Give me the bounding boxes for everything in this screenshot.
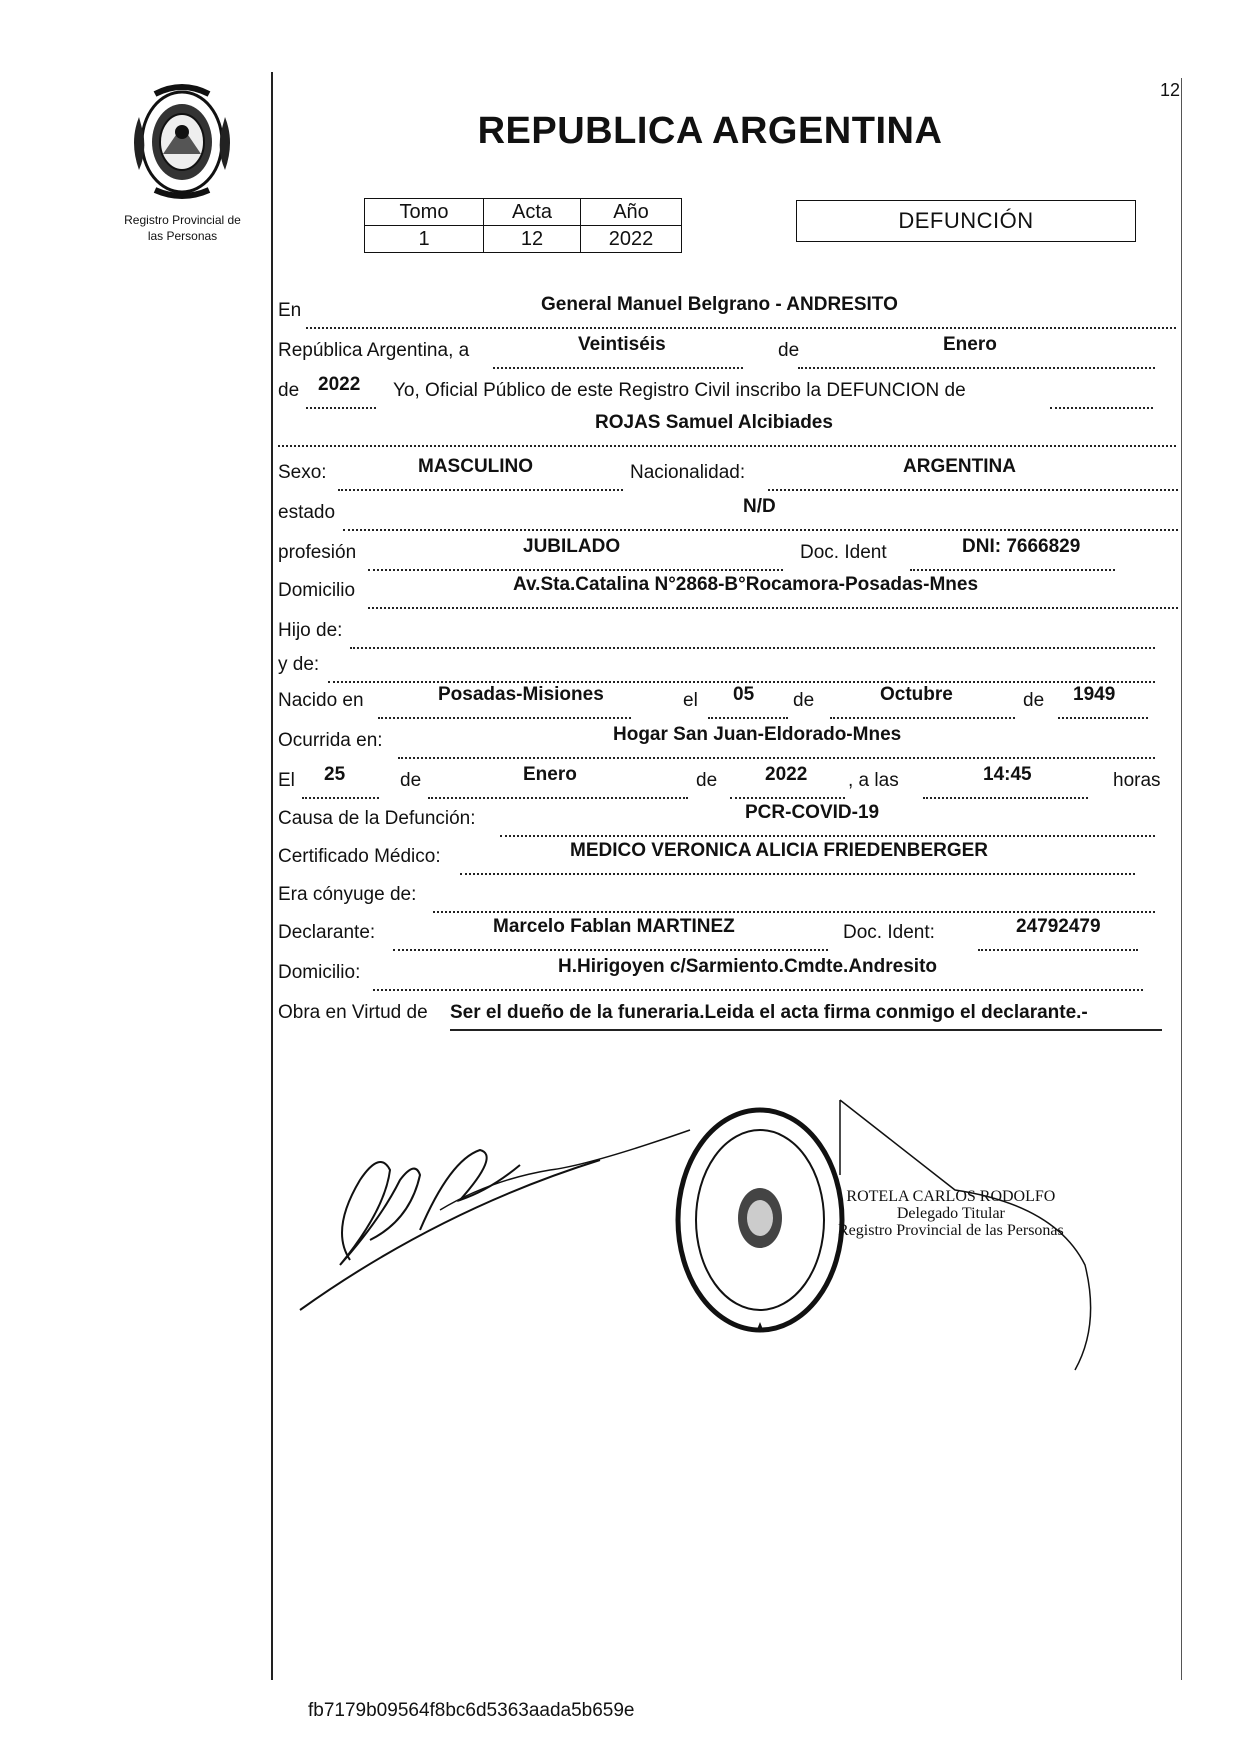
- decl-domicilio-label: Domicilio:: [278, 962, 361, 983]
- nacido-value: Posadas-Misiones: [438, 684, 604, 705]
- month-value: Enero: [943, 334, 997, 355]
- row-conyuge: [278, 884, 1178, 914]
- birth-year-value: 1949: [1073, 684, 1116, 705]
- record-type-box: DEFUNCIÓN: [796, 200, 1136, 242]
- row-nombre: [278, 412, 1178, 448]
- obra-field: [450, 1002, 1162, 1031]
- nacionalidad-label: Nacionalidad:: [630, 462, 746, 483]
- doc-label: Doc. Ident: [800, 542, 887, 563]
- right-margin-line: [1181, 78, 1182, 1680]
- row-estado: [278, 496, 1178, 532]
- row-obra: [278, 1002, 1178, 1032]
- row-fecha: [278, 334, 1178, 370]
- yde-label: y de:: [278, 654, 320, 675]
- nacionalidad-value: ARGENTINA: [903, 456, 1016, 477]
- de-label: de: [778, 340, 800, 361]
- birth-day-value: 05: [733, 684, 755, 705]
- decl-doc-field: [978, 916, 1138, 951]
- declarante-value: Marcelo Fablan MARTINEZ: [493, 916, 735, 937]
- nacionalidad-field: [768, 456, 1178, 491]
- nacido-field: [378, 684, 631, 719]
- acta-header: Acta: [484, 199, 581, 226]
- row-declarante: [278, 916, 1178, 952]
- de-death-month-label: de: [400, 770, 422, 791]
- ocurrida-field: [398, 724, 1155, 759]
- birth-month-field: [830, 684, 1015, 719]
- delegate-title: Delegado Titular: [896, 1205, 1005, 1222]
- conyuge-field: [433, 884, 1155, 913]
- ocurrida-label: Ocurrida en:: [278, 730, 383, 751]
- death-year-value: 2022: [765, 764, 808, 785]
- en-label: En: [278, 300, 302, 321]
- hijo-field: [350, 620, 1155, 649]
- doc-field: [910, 536, 1115, 571]
- estado-label: estado: [278, 502, 336, 523]
- en-value: General Manuel Belgrano - ANDRESITO: [541, 294, 898, 315]
- name-value: ROJAS Samuel Alcibiades: [595, 412, 833, 433]
- estado-value: N/D: [743, 496, 776, 517]
- delegate-name: ROTELA CARLOS RODOLFO: [846, 1188, 1056, 1205]
- day-field: [493, 334, 743, 369]
- death-day-value: 25: [324, 764, 346, 785]
- sexo-label: Sexo:: [278, 462, 327, 483]
- de-birth-month-label: de: [793, 690, 815, 711]
- year-value: 2022: [318, 374, 361, 395]
- El-label: El: [278, 770, 295, 791]
- certificado-label: Certificado Médico:: [278, 846, 441, 867]
- declarante-label: Declarante:: [278, 922, 376, 943]
- death-time-field: [923, 764, 1088, 799]
- month-field: [798, 334, 1155, 369]
- horas-label: horas: [1113, 770, 1161, 791]
- domicilio-value: Av.Sta.Catalina N°2868-B°Rocamora-Posadas-Mnes: [513, 574, 979, 595]
- certificado-field: [460, 840, 1135, 875]
- registry-table: [364, 198, 682, 253]
- el-label: el: [683, 690, 698, 711]
- en-field: [306, 294, 1176, 329]
- republica-label: República Argentina, a: [278, 340, 470, 361]
- row-ocurrida: [278, 724, 1178, 760]
- inscribo-trailing-field: [1050, 380, 1153, 409]
- anio-header: Año: [581, 199, 682, 226]
- domicilio-label: Domicilio: [278, 580, 356, 601]
- death-year-field: [730, 764, 845, 799]
- misiones-coat-of-arms-logo: [125, 82, 240, 202]
- year-field: [306, 374, 376, 409]
- death-month-value: Enero: [523, 764, 577, 785]
- row-sexo: [278, 456, 1178, 492]
- decl-doc-label: Doc. Ident:: [843, 922, 935, 943]
- obra-label: Obra en Virtud de: [278, 1002, 428, 1023]
- ocurrida-value: Hogar San Juan-Eldorado-Mnes: [613, 724, 902, 745]
- decl-domicilio-value: H.Hirigoyen c/Sarmiento.Cmdte.Andresito: [558, 956, 938, 977]
- certificado-value: MEDICO VERONICA ALICIA FRIEDENBERGER: [570, 840, 989, 861]
- decl-domicilio-field: [373, 956, 1143, 991]
- declarante-field: [393, 916, 828, 951]
- birth-month-value: Octubre: [880, 684, 953, 705]
- page-number: 12: [1160, 80, 1181, 100]
- acta-value: 12: [484, 226, 581, 253]
- nacido-label: Nacido en: [278, 690, 364, 711]
- row-fecha-defuncion: [278, 764, 1178, 800]
- row-profesion: [278, 536, 1178, 572]
- obra-value: Ser el dueño de la funeraria.Leida el acta firma conmigo el declarante.-: [450, 1002, 1088, 1023]
- yde-field: [328, 654, 1155, 683]
- row-hijo: [278, 620, 1178, 650]
- row-yde: [278, 654, 1178, 684]
- row-causa: [278, 802, 1178, 838]
- estado-field: [343, 496, 1178, 531]
- de-year-label: de: [278, 380, 300, 401]
- de-birth-year-label: de: [1023, 690, 1045, 711]
- birth-day-field: [708, 684, 788, 719]
- decl-doc-value: 24792479: [1016, 916, 1101, 937]
- doc-value: DNI: 7666829: [962, 536, 1081, 557]
- delegate-office: Registro Provincial de las Personas: [838, 1222, 1064, 1239]
- de-death-year-label: de: [696, 770, 718, 791]
- profesion-label: profesión: [278, 542, 357, 563]
- inscribo-text: Yo, Oficial Público de este Registro Civil inscribo la DEFUNCION de: [393, 380, 966, 401]
- row-decl-domicilio: [278, 956, 1178, 992]
- profesion-value: JUBILADO: [523, 536, 621, 557]
- day-value: Veintiséis: [578, 334, 666, 355]
- profesion-field: [368, 536, 783, 571]
- domicilio-field: [368, 574, 1178, 609]
- causa-label: Causa de la Defunción:: [278, 808, 476, 829]
- causa-field: [500, 802, 1155, 837]
- row-en: [278, 294, 1178, 330]
- birth-year-field: [1058, 684, 1148, 719]
- causa-value: PCR-COVID-19: [745, 802, 880, 823]
- footer-hash: fb7179b09564f8bc6d5363aada5b659e: [308, 1700, 635, 1721]
- name-field: [278, 412, 1176, 447]
- sexo-value: MASCULINO: [418, 456, 534, 477]
- alas-label: , a las: [848, 770, 899, 791]
- row-certificado: [278, 840, 1178, 876]
- row-nacido: [278, 684, 1178, 720]
- tomo-value: 1: [365, 226, 484, 253]
- left-margin-line: [271, 72, 273, 1680]
- death-day-field: [302, 764, 379, 799]
- tomo-header: Tomo: [365, 199, 484, 226]
- row-domicilio: [278, 574, 1178, 610]
- row-inscripcion: [278, 374, 1178, 410]
- death-time-value: 14:45: [983, 764, 1032, 785]
- sexo-field: [338, 456, 623, 491]
- registry-caption: Registro Provincial de las Personas: [124, 213, 241, 243]
- hijo-label: Hijo de:: [278, 620, 343, 641]
- document-title: REPUBLICA ARGENTINA: [477, 110, 943, 152]
- delegate-signature-stroke: [835, 1095, 1105, 1375]
- conyuge-label: Era cónyuge de:: [278, 884, 417, 905]
- official-seal-stamp: [670, 1100, 850, 1340]
- anio-value: 2022: [581, 226, 682, 253]
- death-month-field: [428, 764, 688, 799]
